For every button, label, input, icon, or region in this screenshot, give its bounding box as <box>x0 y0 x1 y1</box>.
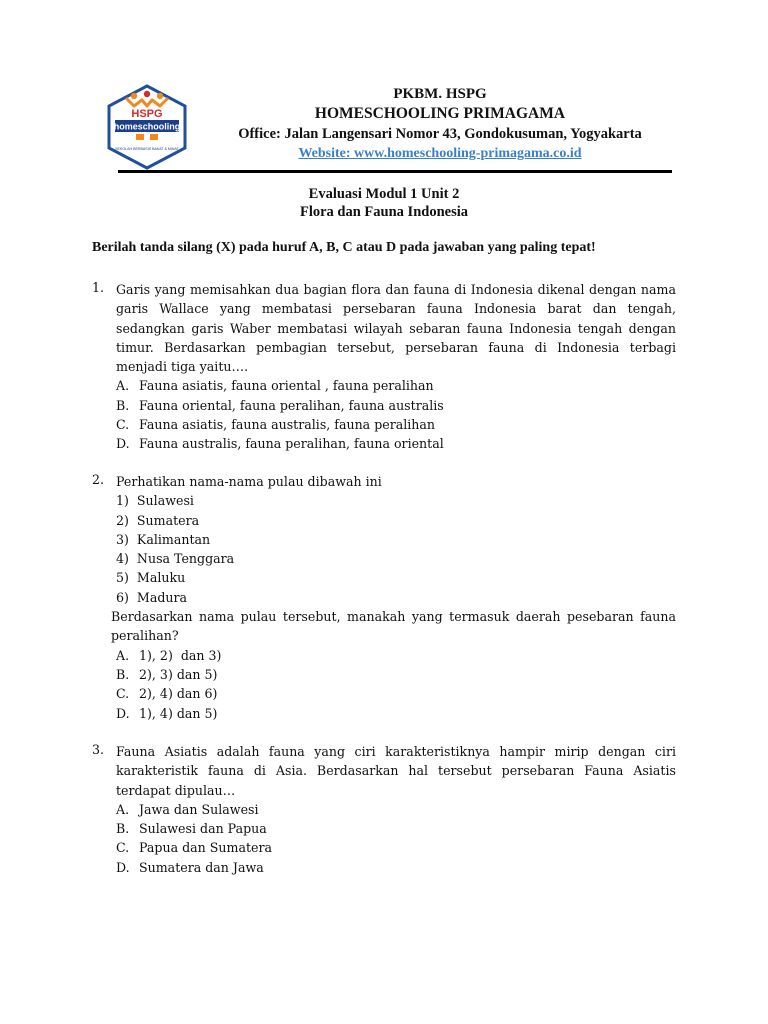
question-number: 1. <box>92 280 105 295</box>
island-item: 1) Sulawesi <box>116 493 194 509</box>
island-item: 5) Maluku <box>116 570 186 586</box>
option-label: C. <box>116 686 130 702</box>
question-number: 3. <box>92 742 105 757</box>
header-office: Office: Jalan Langensari Nomor 43, Gondokusuman, Yogyakarta <box>238 126 642 142</box>
island-item: 3) Kalimantan <box>116 531 211 547</box>
island-item: 2) Sumatera <box>116 512 200 528</box>
option-label: D. <box>116 436 130 452</box>
question-2 <box>92 472 676 723</box>
hspg-logo <box>106 84 188 170</box>
option-label: B. <box>116 821 130 837</box>
option-label: A. <box>116 801 130 817</box>
logo-top-text: HSPG <box>131 108 163 120</box>
option-text: 2), 4) dan 6) <box>139 686 218 702</box>
island-item: 4) Nusa Tenggara <box>116 551 235 567</box>
option-b[interactable] <box>116 819 676 838</box>
option-label: C. <box>116 417 130 433</box>
option-text: 1), 4) dan 5) <box>139 705 218 721</box>
logo-bottom-text: SEKOLAH BERBASIS BAKAT & MINAT <box>115 147 179 151</box>
instruction: Berilah tanda silang (X) pada huruf A, B, C atau D pada jawaban yang paling tepat! <box>92 240 596 255</box>
option-text: Jawa dan Sulawesi <box>139 801 259 817</box>
logo-main-text: homeschooling <box>113 121 181 132</box>
option-a[interactable] <box>116 800 676 819</box>
question-followup: Berdasarkan nama pulau tersebut, manakah yang termasuk daerah pesebaran fauna peralihan? <box>111 609 676 644</box>
option-label: B. <box>116 666 130 682</box>
option-a[interactable] <box>116 646 676 665</box>
option-text: Sulawesi dan Papua <box>139 821 267 837</box>
option-text: Papua dan Sumatera <box>139 840 273 856</box>
option-text: Fauna australis, fauna peralihan, fauna oriental <box>139 436 444 452</box>
doc-title: Evaluasi Modul 1 Unit 2 <box>308 186 460 202</box>
option-b[interactable] <box>116 396 676 415</box>
option-text: Sumatera dan Jawa <box>139 859 264 875</box>
question-text: Perhatikan nama-nama pulau dibawah ini <box>116 474 382 489</box>
question-3 <box>92 742 676 877</box>
question-text: Fauna Asiatis adalah fauna yang ciri karakteristiknya hampir mirip dengan ciri karakteristik fauna di Asia. Berdasarkan hal tersebut persebaran Fauna Asiatis terdapat dipulau… <box>116 744 676 798</box>
header-school: HOMESCHOOLING PRIMAGAMA <box>314 105 566 122</box>
option-label: D. <box>116 705 130 721</box>
option-text: 1), 2) dan 3) <box>139 647 222 663</box>
option-label: A. <box>116 647 130 663</box>
doc-subtitle: Flora dan Fauna Indonesia <box>299 204 468 220</box>
option-label: B. <box>116 397 130 413</box>
island-item: 6) Madura <box>116 589 188 605</box>
question-number: 2. <box>92 472 105 487</box>
option-c[interactable] <box>116 838 676 857</box>
option-b[interactable] <box>116 665 676 684</box>
question-text: Garis yang memisahkan dua bagian flora dan fauna di Indonesia dikenal dengan nama garis Wallace yang membatasi persebaran fauna Indonesia barat dan tengah, sedangkan garis Waber membatasi wilayah sebaran fauna Indonesia tengah dengan timur. Berdasarkan pembagian tersebut, persebaran fauna di Indonesia terbagi menjadi tiga yaitu…. <box>116 282 676 375</box>
option-text: Fauna asiatis, fauna oriental , fauna peralihan <box>139 378 434 394</box>
header-divider <box>118 170 672 173</box>
option-text: Fauna asiatis, fauna australis, fauna peralihan <box>139 417 436 433</box>
option-label: A. <box>116 378 130 394</box>
option-c[interactable] <box>116 684 676 703</box>
option-text: Fauna oriental, fauna peralihan, fauna australis <box>139 397 444 413</box>
header-website-link[interactable]: Website: www.homeschooling-primagama.co.id <box>298 146 582 161</box>
option-d[interactable] <box>116 434 676 453</box>
option-c[interactable] <box>116 415 676 434</box>
option-d[interactable] <box>116 704 676 723</box>
option-d[interactable] <box>116 858 676 877</box>
header-org: PKBM. HSPG <box>393 86 487 102</box>
option-label: C. <box>116 840 130 856</box>
option-label: D. <box>116 859 130 875</box>
option-text: 2), 3) dan 5) <box>139 666 218 682</box>
question-1 <box>92 280 676 454</box>
option-a[interactable] <box>116 376 676 395</box>
